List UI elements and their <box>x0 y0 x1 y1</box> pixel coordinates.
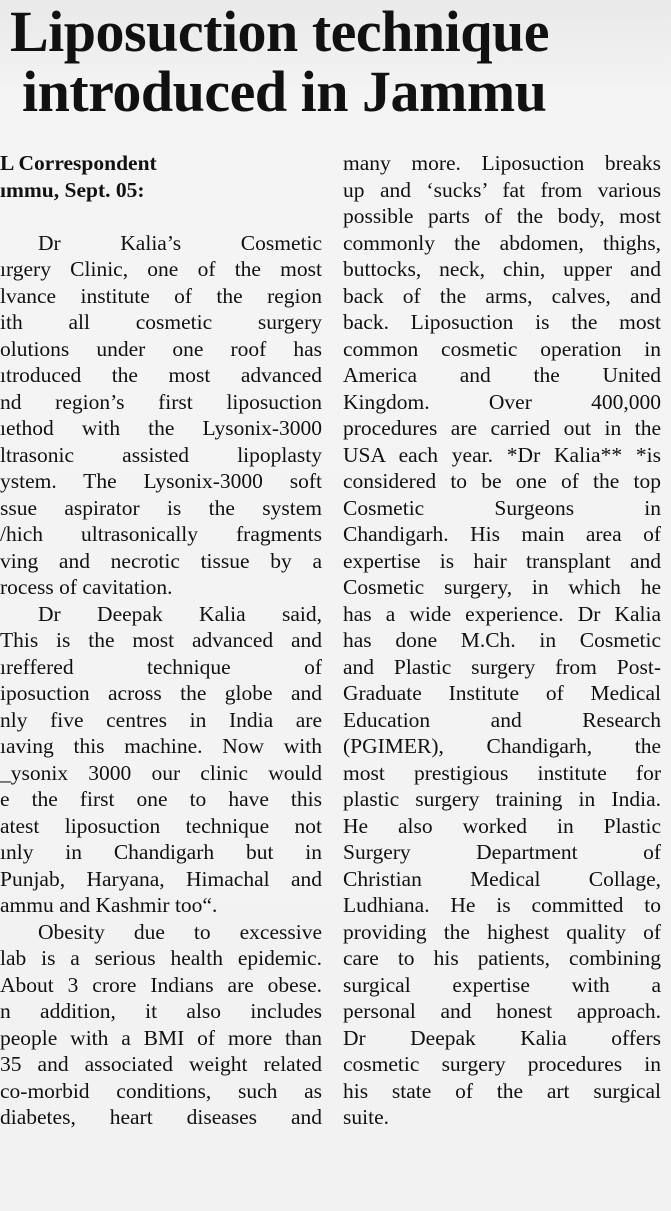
headline-line-2: introduced in Jammu <box>22 59 547 124</box>
text-line: Cosmetic surgery, in which he <box>343 575 661 599</box>
text-line: ltrasonic assisted lipoplasty <box>0 442 322 467</box>
text-line: He also worked in Plastic <box>343 813 661 838</box>
text-line: (PGIMER), Chandigarh, the <box>343 734 661 758</box>
text-line: Cosmetic Surgeons in <box>343 495 661 520</box>
text-line: ving and necrotic tissue by a <box>0 548 322 573</box>
text-line: n addition, it also includes <box>0 999 322 1023</box>
text-line: has a wide experience. Dr Kalia <box>343 601 661 626</box>
text-line: commonly the abdomen, thighs, <box>343 230 661 255</box>
right-column-body <box>343 150 661 1131</box>
text-line: America and the United <box>343 363 661 387</box>
text-line: up and ‘sucks’ fat from various <box>343 177 661 202</box>
headline <box>10 2 660 122</box>
text-line: rocess of cavitation. <box>0 575 173 599</box>
text-line: care to his patients, combining <box>343 946 661 970</box>
text-line: nly five centres in India are <box>0 707 322 732</box>
left-column-body <box>0 230 322 1131</box>
text-line: surgical expertise with a <box>343 972 661 997</box>
text-line: and Plastic surgery from Post- <box>343 654 661 679</box>
text-line: ystem. The Lysonix-3000 soft <box>0 469 322 493</box>
byline-author: L Correspondent <box>0 151 157 175</box>
text-line: Obesity due to excessive <box>38 919 322 944</box>
text-line: possible parts of the body, most <box>343 204 661 228</box>
text-line: Dr Kalia’s Cosmetic <box>38 230 322 255</box>
text-line: ıtroduced the most advanced <box>0 363 322 387</box>
text-line: Dr Deepak Kalia said, <box>38 601 322 626</box>
text-line: lab is a serious health epidemic. <box>0 946 322 970</box>
text-line: common cosmetic operation in <box>343 336 661 361</box>
text-line: buttocks, neck, chin, upper and <box>343 257 661 281</box>
text-line: ırgery Clinic, one of the most <box>0 257 322 281</box>
text-line: diabetes, heart diseases and <box>0 1105 322 1129</box>
text-line: e the first one to have this <box>0 787 322 811</box>
text-line: ıethod with the Lysonix-3000 <box>0 416 322 440</box>
text-line: ssue aspirator is the system <box>0 495 322 520</box>
byline-dateline: ımmu, Sept. 05: <box>0 177 145 202</box>
text-line: procedures are carried out in the <box>343 416 661 440</box>
byline-gap <box>0 203 322 230</box>
text-line: expertise is hair transplant and <box>343 548 661 573</box>
text-line: iposuction across the globe and <box>0 681 322 705</box>
text-line: Education and Research <box>343 707 661 732</box>
text-line: considered to be one of the top <box>343 469 661 493</box>
text-line: suite. <box>343 1105 389 1129</box>
text-line: _ysonix 3000 our clinic would <box>0 760 322 785</box>
text-line: personal and honest approach. <box>343 999 661 1023</box>
text-line: cosmetic surgery procedures in <box>343 1052 661 1076</box>
text-line: Chandigarh. His main area of <box>343 522 661 546</box>
text-line: This is the most advanced and <box>0 628 322 652</box>
headline-line-1: Liposuction technique <box>10 0 549 64</box>
text-line: atest liposuction technique not <box>0 813 322 838</box>
text-line: About 3 crore Indians are obese. <box>0 972 322 997</box>
text-line: Ludhiana. He is committed to <box>343 893 661 917</box>
right-column <box>343 150 661 1131</box>
text-line: his state of the art surgical <box>343 1078 661 1103</box>
text-line: plastic surgery training in India. <box>343 787 661 811</box>
text-line: ınly in Chandigarh but in <box>0 840 322 864</box>
text-line: nd region’s first liposuction <box>0 389 322 414</box>
text-line: lvance institute of the region <box>0 283 322 308</box>
left-column <box>0 150 322 1131</box>
text-line: back. Liposuction is the most <box>343 310 661 334</box>
text-line: olutions under one roof has <box>0 336 322 361</box>
text-line: has done M.Ch. in Cosmetic <box>343 628 661 652</box>
text-line: Dr Deepak Kalia offers <box>343 1025 661 1050</box>
text-line: co-morbid conditions, such as <box>0 1078 322 1103</box>
text-line: Christian Medical Collage, <box>343 866 661 891</box>
text-line: ammu and Kashmir too“. <box>0 893 218 917</box>
text-line: back of the arms, calves, and <box>343 283 661 308</box>
text-line: many more. Liposuction breaks <box>343 151 661 175</box>
text-line: Graduate Institute of Medical <box>343 681 661 705</box>
text-line: people with a BMI of more than <box>0 1025 322 1050</box>
text-line: 35 and associated weight related <box>0 1052 322 1076</box>
text-line: Punjab, Haryana, Himachal and <box>0 866 322 891</box>
text-line: providing the highest quality of <box>343 919 661 944</box>
text-line: most prestigious institute for <box>343 760 661 785</box>
text-line: ıaving this machine. Now with <box>0 734 322 758</box>
text-line: ith all cosmetic surgery <box>0 310 322 334</box>
text-line: ıreffered technique of <box>0 654 322 679</box>
text-line: Kingdom. Over 400,000 <box>343 389 661 414</box>
text-line: USA each year. *Dr Kalia** *is <box>343 442 661 467</box>
text-line: Surgery Department of <box>343 840 661 864</box>
text-line: /hich ultrasonically fragments <box>0 522 322 546</box>
